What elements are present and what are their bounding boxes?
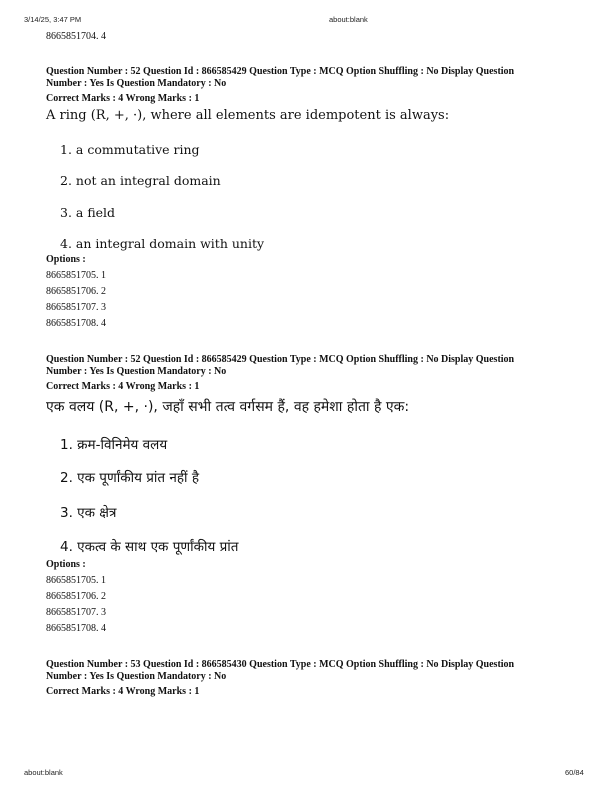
page-number: 60/84 [565, 768, 584, 777]
option-id: 8665851707. 3 [46, 607, 106, 618]
previous-option-id: 8665851704. 4 [46, 31, 106, 42]
answer-option-4: 4. an integral domain with unity [60, 236, 265, 251]
question-stem: एक वलय (R, +, ·), जहाँ सभी तत्व वर्गसम हैं, वह हमेशा होता है एक: [46, 399, 410, 415]
question-marks: Correct Marks : 4 Wrong Marks : 1 [46, 93, 200, 104]
question-marks: Correct Marks : 4 Wrong Marks : 1 [46, 381, 200, 392]
answer-option-1: 1. a commutative ring [60, 142, 200, 157]
option-id: 8665851706. 2 [46, 591, 106, 602]
question-meta-line2: Number : Yes Is Question Mandatory : No [46, 78, 227, 89]
answer-option-3: 3. a field [60, 205, 116, 220]
answer-option-2: 2. एक पूर्णांकीय प्रांत नहीं है [60, 470, 199, 486]
question-meta-line2: Number : Yes Is Question Mandatory : No [46, 671, 227, 682]
option-id: 8665851708. 4 [46, 318, 106, 329]
question-meta-line1: Question Number : 52 Question Id : 866585429 Question Type : MCQ Option Shuffling : No Display Question [46, 354, 515, 365]
print-datetime: 3/14/25, 3:47 PM [24, 15, 82, 24]
question-meta-line2: Number : Yes Is Question Mandatory : No [46, 366, 227, 377]
option-id: 8665851705. 1 [46, 575, 106, 586]
answer-option-4: 4. एकत्व के साथ एक पूर्णांकीय प्रांत [60, 539, 239, 555]
footer-url: about:blank [24, 768, 63, 777]
answer-option-2: 2. not an integral domain [60, 173, 221, 188]
option-id: 8665851705. 1 [46, 270, 106, 281]
option-id: 8665851707. 3 [46, 302, 106, 313]
question-marks: Correct Marks : 4 Wrong Marks : 1 [46, 686, 200, 697]
question-meta-line1: Question Number : 52 Question Id : 866585429 Question Type : MCQ Option Shuffling : No Display Question [46, 66, 515, 77]
option-id: 8665851708. 4 [46, 623, 106, 634]
question-stem: A ring (R, +, ·), where all elements are idempotent is always: [46, 108, 450, 123]
question-meta-line1: Question Number : 53 Question Id : 866585430 Question Type : MCQ Option Shuffling : No Display Question [46, 659, 515, 670]
answer-option-1: 1. क्रम-विनिमेय वलय [60, 437, 168, 453]
answer-option-3: 3. एक क्षेत्र [60, 505, 117, 521]
option-id: 8665851706. 2 [46, 286, 106, 297]
options-label: Options : [46, 559, 86, 570]
print-url: about:blank [329, 15, 368, 24]
options-label: Options : [46, 254, 86, 265]
